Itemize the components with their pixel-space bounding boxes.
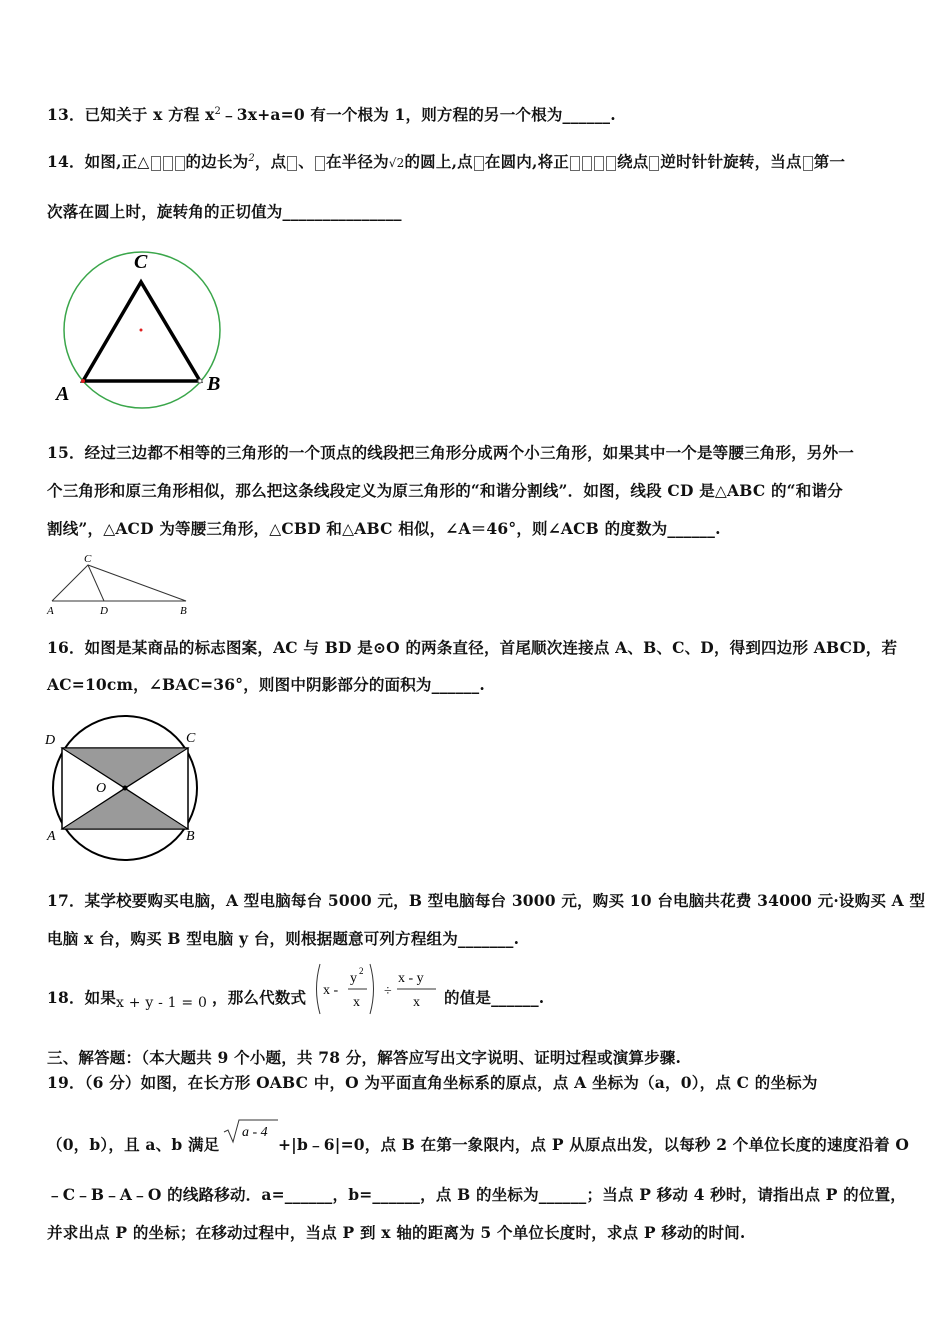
missing-glyph-icon: [175, 156, 185, 171]
q14-line1: 14．如图,正△ 的边长为$^2$，点 、 在半径为√2的圆上,点 在圆内,将正 绕点 逆时针针旋转，当点 第一: [47, 152, 846, 171]
numerator-x-minus-y: x - y: [398, 971, 424, 986]
missing-glyph-icon: [606, 156, 616, 171]
label-b: B: [186, 829, 195, 844]
label-d: D: [45, 733, 56, 748]
missing-glyph-icon: [287, 156, 297, 171]
term-x: x -: [323, 983, 339, 998]
label-c: C: [186, 731, 196, 746]
q13-text: 13．已知关于 x 方程 $x^2﹣3x+a=0$ 有一个根为 1，则方程的另一个根为______.: [47, 105, 616, 124]
q16-line2: AC=10cm，∠BAC=36°，则图中阴影部分的面积为______.: [47, 675, 485, 694]
missing-glyph-icon: [594, 156, 604, 171]
radicand: a - 4: [242, 1125, 268, 1140]
missing-glyph-icon: [582, 156, 592, 171]
q18-mid: ，那么代数式: [212, 988, 307, 1007]
q16-figure-logo: [40, 712, 210, 862]
q17-line1: 17．某学校要购买电脑，A 型电脑每台 5000 元，B 型电脑每台 3000 元，购买 10 台电脑共花费 34000 元·设购买 A 型: [47, 891, 926, 910]
numerator-exponent: 2: [359, 966, 364, 976]
q19-line3: ﹣C﹣B﹣A﹣O 的线路移动．a=______，b=______，点 B 的坐标为______；当点 P 移动 4 秒时，请指出点 P 的位置，: [47, 1185, 906, 1204]
q15-line2: 个三角形和原三角形相似，那么把这条线段定义为原三角形的“和谐分割线”．如图，线段 CD 是△ABC 的“和谐分: [47, 481, 843, 500]
section-3-heading: 三、解答题：（本大题共 9 个小题，共 78 分，解答应写出文字说明、证明过程或演算步骤.: [47, 1048, 682, 1067]
q14-figure-circle-triangle: [50, 250, 230, 410]
point-b: [198, 379, 202, 383]
q18-suffix: 的值是______.: [444, 988, 545, 1007]
divide-sign: ÷: [384, 984, 392, 999]
q17-line2: 电脑 x 台，购买 B 型电脑 y 台，则根据题意可列方程组为_______.: [47, 929, 520, 948]
label-a: A: [47, 605, 54, 617]
q15-line1: 15．经过三边都不相等的三角形的一个顶点的线段把三角形分成两个小三角形，如果其中一个是等腰三角形，另外一: [47, 443, 854, 462]
center-o: [123, 786, 128, 791]
q18-expression: [312, 960, 442, 1018]
label-c: C: [84, 553, 92, 565]
point-a: [81, 379, 85, 383]
q19-line1: 19．（6 分）如图，在长方形 OABC 中，O 为平面直角坐标系的原点，点 A 坐标为（a，0），点 C 的坐标为: [47, 1073, 818, 1092]
q15-figure-triangle: [44, 549, 194, 617]
missing-glyph-icon: [803, 156, 813, 171]
missing-glyph-icon: [163, 156, 173, 171]
q19-line2b: +|b﹣6|=0，点 B 在第一象限内，点 P 从原点出发，以每秒 2 个单位长度的速度沿着 O: [278, 1135, 910, 1154]
label-a: A: [56, 383, 70, 405]
label-b: B: [180, 605, 187, 617]
label-b: B: [207, 373, 221, 395]
label-c: C: [134, 251, 148, 273]
q15-line3: 割线”，△ACD 为等腰三角形，△CBD 和△ABC 相似，∠A＝46°，则∠ACB 的度数为______.: [47, 519, 721, 538]
missing-glyph-icon: [151, 156, 161, 171]
q19-line4: 并求出点 P 的坐标；在移动过程中，当点 P 到 x 轴的距离为 5 个单位长度时，求点 P 移动的时间.: [47, 1223, 746, 1242]
numerator-y: y: [350, 971, 357, 986]
q18-condition: x + y - 1 = 0: [116, 995, 208, 1011]
missing-glyph-icon: [474, 156, 484, 171]
center-point: [140, 329, 143, 332]
q19-line2a: （0，b），且 a、b 满足: [47, 1135, 220, 1154]
label-o: O: [96, 781, 107, 796]
q14-line2: 次落在圆上时，旋转角的正切值为_______________: [47, 202, 402, 221]
equilateral-triangle: [83, 282, 200, 381]
label-d: D: [100, 605, 108, 617]
denominator-x: x: [353, 995, 360, 1010]
label-a: A: [47, 829, 56, 844]
q18-prefix: 18．如果: [47, 988, 117, 1007]
missing-glyph-icon: [570, 156, 580, 171]
q16-line1: 16．如图是某商品的标志图案，AC 与 BD 是⊙O 的两条直径，首尾顺次连接点 A、B、C、D，得到四边形 ABCD，若: [47, 638, 898, 657]
q19-sqrt-expression: [222, 1118, 280, 1144]
denominator-x2: x: [413, 995, 420, 1010]
missing-glyph-icon: [649, 156, 659, 171]
missing-glyph-icon: [315, 156, 325, 171]
